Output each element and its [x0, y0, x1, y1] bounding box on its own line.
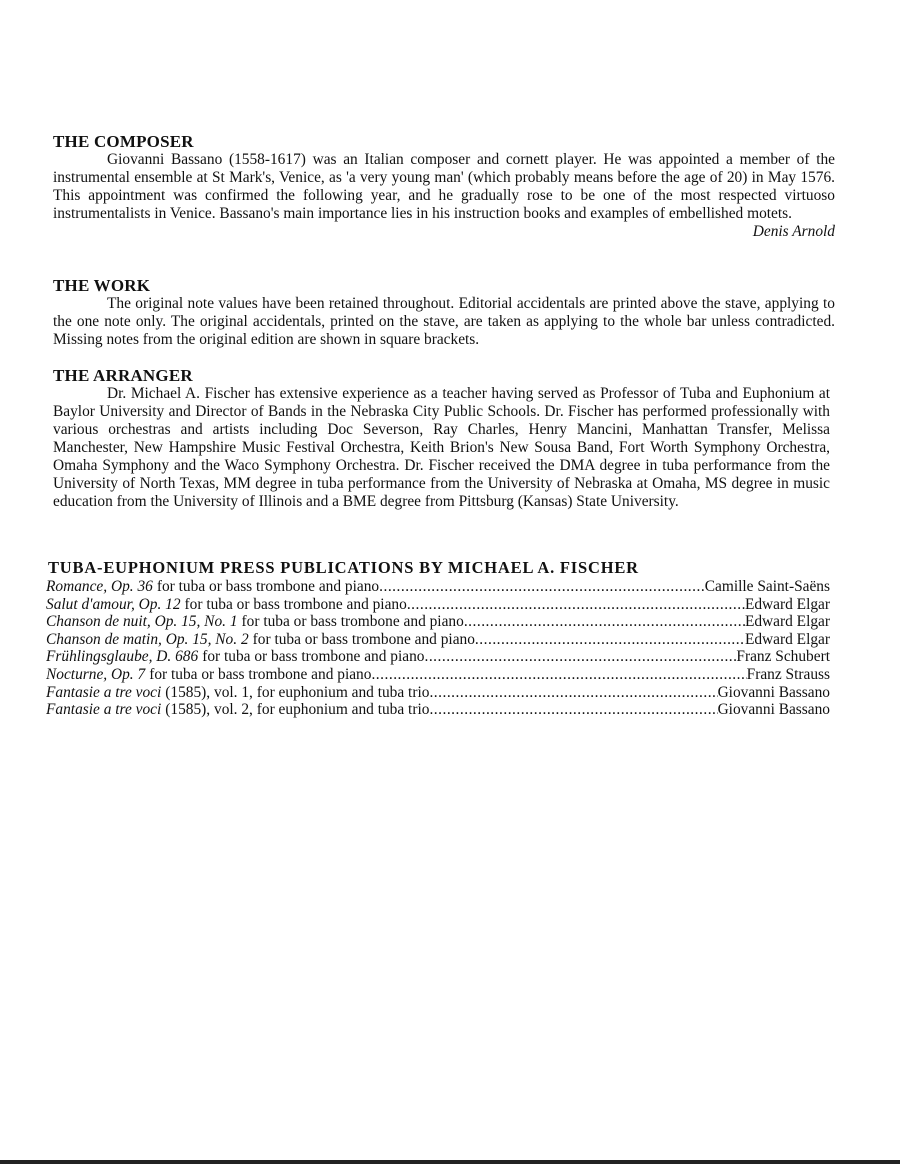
work-section — [53, 277, 835, 349]
publication-item — [46, 701, 830, 719]
publication-composer: Edward Elgar — [744, 630, 830, 648]
dot-leader — [371, 666, 746, 684]
composer-signature: Denis Arnold — [752, 223, 835, 240]
arranger-section — [53, 367, 830, 511]
publications-heading: TUBA-EUPHONIUM PRESS PUBLICATIONS BY MICHAEL A. FISCHER — [48, 558, 639, 577]
composer-body: Giovanni Bassano (1558-1617) was an Italian composer and cornett player. He was appointed a member of the instrumental ensemble at St Mark's, Venice, as 'a very young man' (which probably means before the age of 20) in May 1576. This appointment was confirmed the following year, and he gradually rose to be one of the most respected virtuoso instrumentalists in Venice. Bassano's main importance lies in his instruction books and examples of embellished motets. — [53, 151, 835, 222]
publication-title: Frühlingsglaube, D. 686 — [46, 648, 199, 666]
publication-desc: for tuba or bass trombone and piano — [252, 630, 475, 648]
publication-title: Fantasie a tre voci — [46, 701, 162, 719]
arranger-heading: THE ARRANGER — [53, 366, 193, 385]
publication-item — [46, 666, 830, 684]
publication-composer: Giovanni Bassano — [717, 701, 830, 719]
publication-title: Romance, Op. 36 — [46, 578, 153, 595]
bottom-border — [0, 1160, 900, 1164]
work-body: The original note values have been retained throughout. Editorial accidentals are printed above the stave, applying to the one note only. The original accidentals, printed on the stave, are taken as applying to the whole bar unless contradicted. Missing notes from the original edition are shown in square brackets. — [53, 295, 835, 348]
publication-composer: Giovanni Bassano — [717, 683, 830, 701]
publication-desc: for tuba or bass trombone and piano — [156, 578, 380, 595]
publication-composer: Camille Saint-Saëns — [704, 578, 830, 595]
arranger-body: Dr. Michael A. Fischer has extensive experience as a teacher having served as Professor of Tuba and Euphonium at Baylor University and Director of Bands in the Nebraska City Public Schools. Dr. Fischer has performed professionally with various orchestras and artists including Doc Severson, Ray Charles, Henry Mancini, Manhattan Transfer, Melissa Manchester, New Hampshire Music Festival Orchestra, Keith Brion's New Sousa Band, Fort Worth Symphony Orchestra, Omaha Symphony and the Waco Symphony Orchestra. Dr. Fischer received the DMA degree in tuba performance from the University of North Texas, MM degree in tuba performance from the University of Nebraska at Omaha, MS degree in music education from the University of Illinois and a BME degree from Pittsburg (Kansas) State University. — [53, 385, 830, 510]
publication-desc: (1585), vol. 2, for euphonium and tuba trio — [165, 701, 430, 719]
composer-section — [53, 133, 835, 241]
publication-desc: for tuba or bass trombone and piano — [241, 613, 464, 631]
publication-title: Nocturne, Op. 7 — [46, 665, 146, 683]
publication-composer: Edward Elgar — [744, 613, 830, 631]
dot-leader — [464, 613, 745, 631]
dot-leader — [475, 631, 745, 649]
composer-heading: THE COMPOSER — [53, 132, 194, 151]
publication-item — [46, 648, 830, 666]
publication-desc: for tuba or bass trombone and piano — [202, 648, 425, 666]
publication-composer: Franz Strauss — [746, 665, 830, 683]
publication-desc: for tuba or bass trombone and piano — [149, 665, 372, 683]
publication-title: Salut d'amour, Op. 12 — [46, 595, 181, 613]
publication-item — [46, 613, 830, 631]
work-heading: THE WORK — [53, 276, 151, 295]
publications-list — [46, 578, 830, 719]
dot-leader — [429, 684, 717, 702]
publication-title: Fantasie a tre voci — [46, 683, 162, 701]
publications-section — [46, 559, 830, 719]
dot-leader — [429, 701, 717, 719]
publication-item — [46, 631, 830, 649]
dot-leader — [379, 578, 705, 596]
publication-desc: (1585), vol. 1, for euphonium and tuba trio — [165, 683, 430, 701]
publication-title: Chanson de matin, Op. 15, No. 2 — [46, 630, 249, 648]
publication-title: Chanson de nuit, Op. 15, No. 1 — [46, 613, 238, 631]
publication-composer: Edward Elgar — [744, 595, 830, 613]
dot-leader — [407, 596, 745, 614]
publication-item — [46, 684, 830, 702]
dot-leader — [424, 648, 736, 666]
publication-item — [46, 578, 830, 596]
publication-item — [46, 596, 830, 614]
publication-desc: for tuba or bass trombone and piano — [184, 595, 407, 613]
publication-composer: Franz Schubert — [736, 648, 830, 666]
